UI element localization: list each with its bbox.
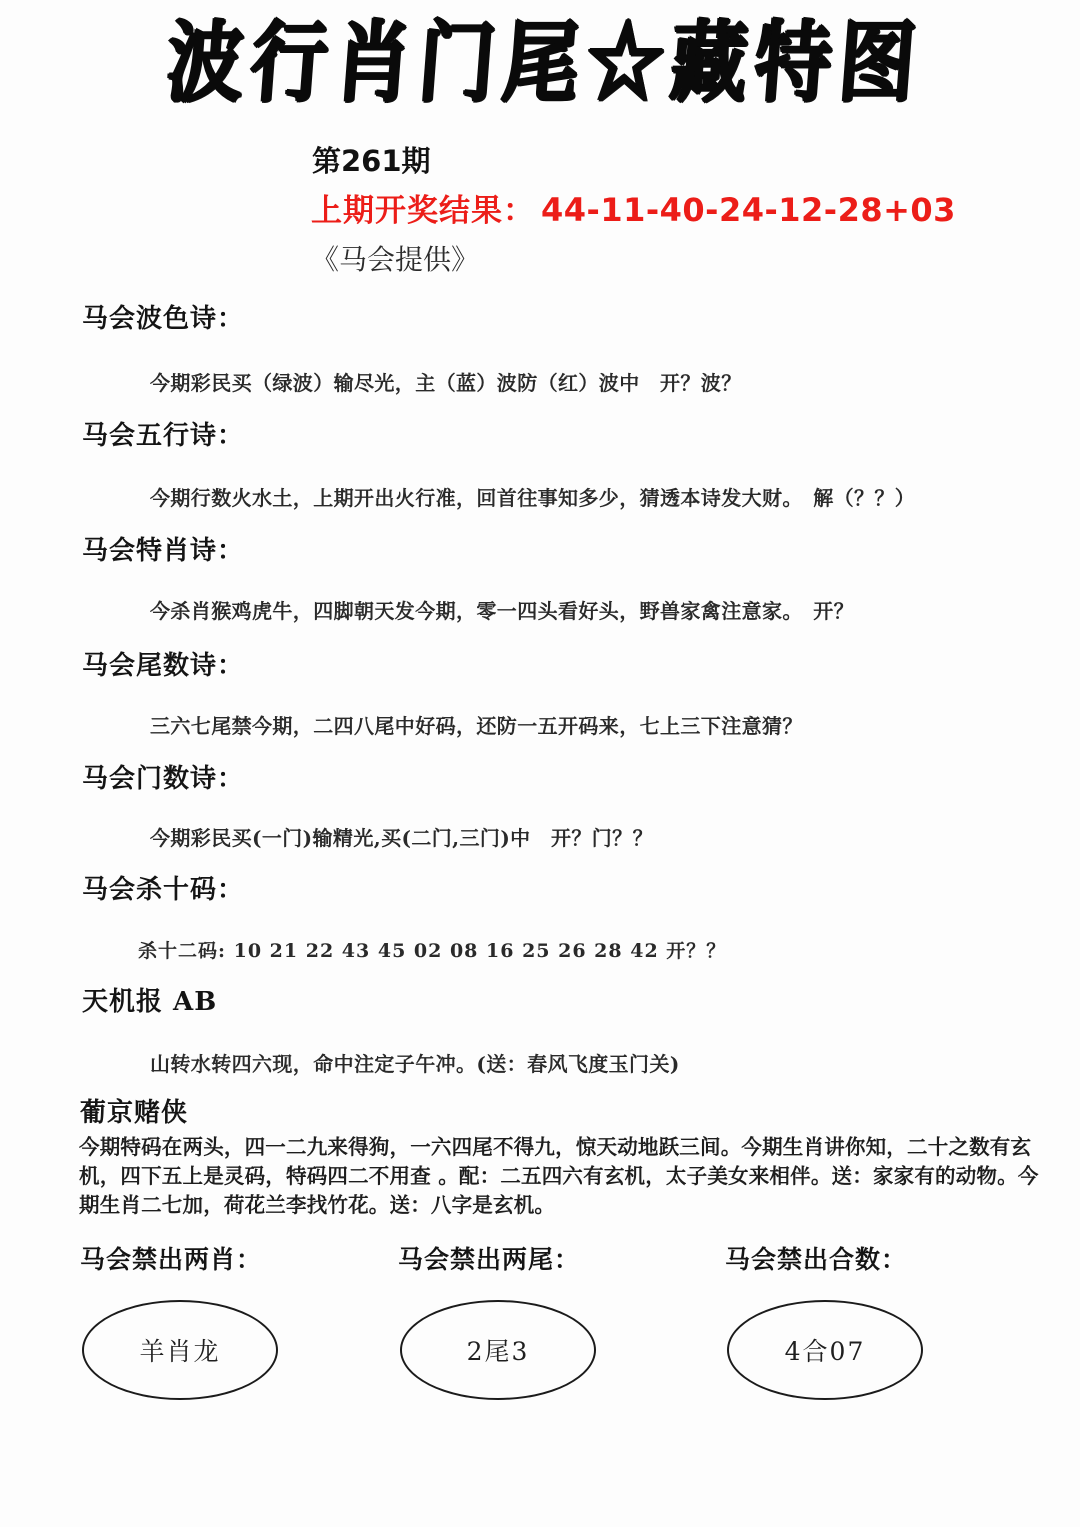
pujing-line-2: 机，四下五上是灵码，特码四二不用查 。配：二五四六有玄机，太子美女来相伴。送：家家有的动物。今: [79, 1164, 1039, 1188]
issue-number: 第261期: [312, 144, 431, 178]
section-body: 杀十二码: 10 21 22 43 45 02 08 16 25 26 28 42 开？？: [138, 940, 727, 962]
page-title: 波行肖门尾☆藏特图: [163, 10, 927, 115]
forbidden-value: 2尾3: [466, 1337, 530, 1366]
section-body: 今杀肖猴鸡虎牛，四脚朝天发今期，零一四头看好头，野兽家禽注意家。 开？: [150, 599, 854, 623]
section-body: 今期彩民买（绿波）输尽光，主（蓝）波防（红）波中 开？波？: [150, 371, 742, 395]
forbidden-group-zodiac: [60, 1240, 390, 1400]
section-body: 山转水转四六现，命中注定子午冲。(送：春风飞度玉门关): [150, 1052, 680, 1076]
forbidden-oval: [82, 1300, 278, 1400]
forbidden-group-tail: [378, 1240, 708, 1400]
forbidden-label: 马会禁出两尾：: [398, 1245, 581, 1274]
forbidden-value: 4合07: [784, 1337, 866, 1366]
section-heading: 马会特肖诗：: [82, 536, 245, 566]
previous-draw-label: 上期开奖结果：: [311, 193, 535, 229]
forbidden-label: 马会禁出两肖：: [80, 1245, 263, 1274]
forbidden-row: [0, 1240, 1080, 1410]
pujing-heading: 葡京赌侠: [80, 1098, 189, 1128]
pujing-line-1: 今期特码在两头，四一二九来得狗，一六四尾不得九，惊天动地跃三间。今期生肖讲你知，二十之数有玄: [79, 1135, 1032, 1159]
previous-draw-numbers: 44-11-40-24-12-28+03: [541, 191, 956, 229]
forbidden-label: 马会禁出合数：: [725, 1245, 908, 1274]
forbidden-group-sum: [705, 1240, 1035, 1400]
section-heading: 天机报 AB: [82, 987, 218, 1017]
section-heading: 马会杀十码：: [82, 875, 245, 905]
pujing-line-3: 期生肖二七加，荷花兰李找竹花。送：八字是玄机。: [79, 1193, 556, 1217]
section-heading: 马会尾数诗：: [82, 651, 245, 681]
section-body: 今期行数火水土，上期开出火行准，回首往事知多少，猜透本诗发大财。 解（？？）: [150, 486, 916, 510]
section-heading: 马会五行诗：: [82, 421, 245, 451]
masthead: [0, 10, 1080, 115]
section-heading: 马会波色诗：: [82, 304, 245, 334]
section-heading: 马会门数诗：: [82, 764, 245, 794]
forbidden-value: 羊肖龙: [139, 1337, 221, 1366]
provider-credit: 《马会提供》: [311, 243, 480, 276]
section-body: 三六七尾禁今期，二四八尾中好码，还防一五开码来，七上三下注意猜？: [150, 714, 803, 738]
pujing-paragraph: [79, 1133, 1039, 1220]
section-body: 今期彩民买(一门)输精光,买(二门,三门)中 开？门？？: [150, 826, 653, 850]
forbidden-oval: [400, 1300, 596, 1400]
forbidden-oval: [727, 1300, 923, 1400]
previous-draw-result: [311, 185, 956, 230]
